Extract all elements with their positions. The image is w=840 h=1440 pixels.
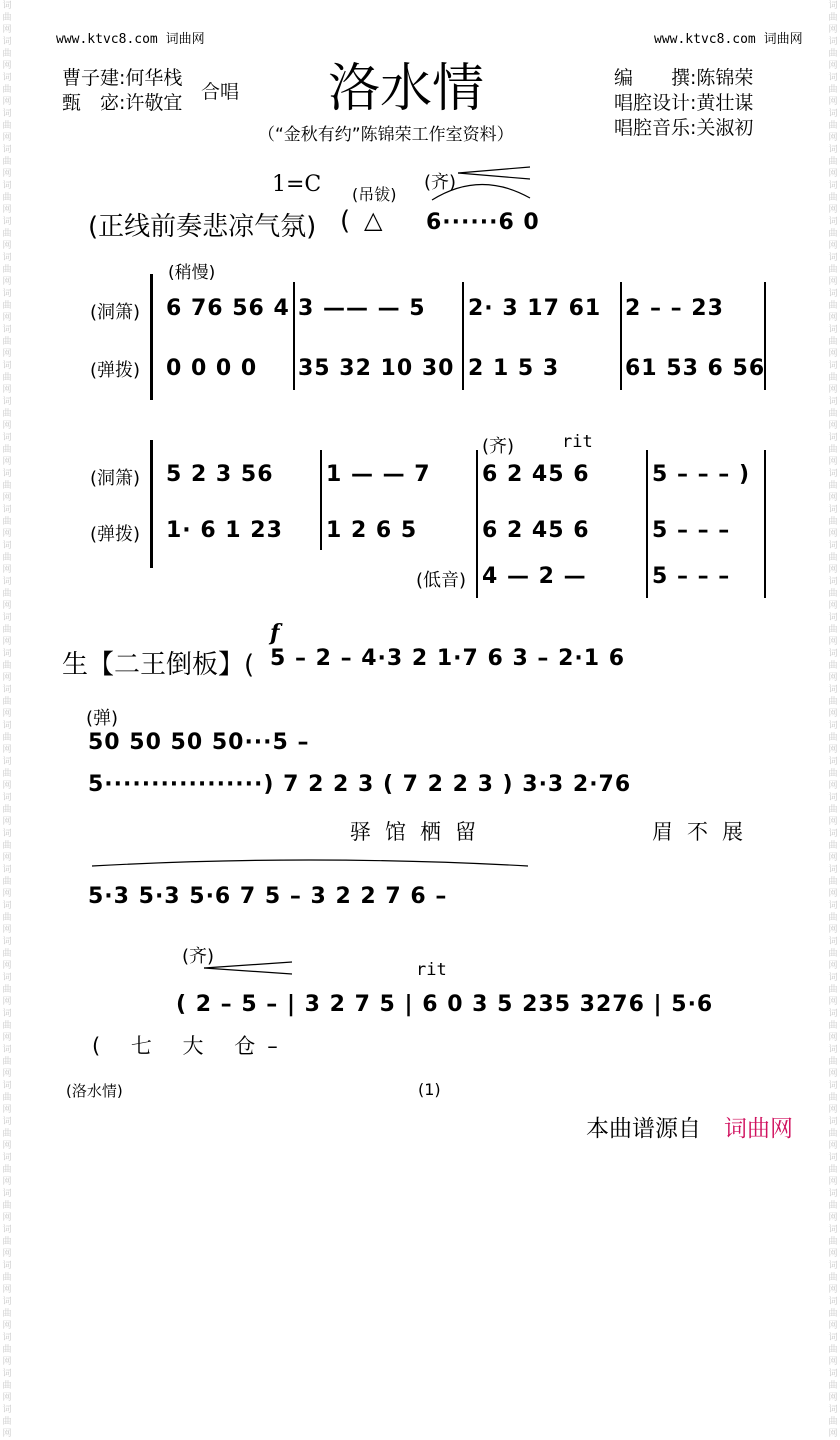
pluck-label: (弹拨) bbox=[90, 360, 141, 381]
notation-line: 5·················) 7 2 2 3 ( 7 2 2 3 ) 3·3 2·76 bbox=[88, 772, 632, 797]
flute-measure: 2· 3 17 61 bbox=[468, 296, 602, 321]
intro-label: (正线前奏悲凉气氛) bbox=[88, 212, 317, 242]
barline bbox=[476, 450, 478, 598]
credit-vocal-design: 唱腔设计:黄壮谋 bbox=[614, 92, 754, 114]
pluck-label: (弹拨) bbox=[90, 524, 141, 545]
pluck-measure: 1 2 6 5 bbox=[326, 518, 418, 543]
dynamic-forte: f bbox=[270, 620, 280, 646]
footer-song: (洛水情) bbox=[66, 1082, 123, 1100]
cast-2: 甄 宓:许敬宜 bbox=[62, 92, 183, 114]
flute-measure: 2 – – 23 bbox=[625, 296, 724, 321]
flute-measure: 1 — — 7 bbox=[326, 462, 431, 487]
page-number: (1) bbox=[418, 1080, 441, 1099]
pluck-measure: 0 0 0 0 bbox=[166, 356, 258, 381]
page-title: 洛水情 bbox=[328, 59, 485, 119]
ritardando-marking: rit bbox=[416, 960, 447, 980]
pluck-measure: 5 – – – bbox=[652, 518, 731, 543]
key-signature: 1=C bbox=[272, 172, 322, 197]
watermark-right: 词曲网 词曲网 词曲网 词曲网 词曲网 词曲网 词曲网 词曲网 词曲网 词曲网 词曲网 词曲网 词曲网 词曲网 词曲网 词曲网 词曲网 词曲网 词曲网 词曲网 词曲网 词曲网 词曲网 词曲网 词曲网 词曲网 词曲网 词曲网 词曲网 词曲网 词曲网 词曲网 词曲网 词曲网 词曲网 词曲网 词曲网 词曲网 词曲网 词曲网 bbox=[828, 1, 838, 1439]
intro-notes: 6······6 0 bbox=[426, 210, 540, 235]
percussion-line: ( 七 大 仓– bbox=[92, 1034, 290, 1058]
crescendo-hairpin bbox=[200, 960, 300, 978]
phrase-slur bbox=[88, 852, 538, 872]
flute-measure: 6 2 45 6 bbox=[482, 462, 590, 487]
flute-measure: 3 —— — 5 bbox=[298, 296, 426, 321]
source-label: 本曲谱源自 bbox=[586, 1116, 701, 1142]
subtitle: （“金秋有约”陈锦荣工作室资料） bbox=[258, 125, 514, 145]
watermark-left: 词曲网 词曲网 词曲网 词曲网 词曲网 词曲网 词曲网 词曲网 词曲网 词曲网 词曲网 词曲网 词曲网 词曲网 词曲网 词曲网 词曲网 词曲网 词曲网 词曲网 词曲网 词曲网 词曲网 词曲网 词曲网 词曲网 词曲网 词曲网 词曲网 词曲网 词曲网 词曲网 词曲网 词曲网 词曲网 词曲网 词曲网 词曲网 词曲网 词曲网 bbox=[2, 1, 12, 1439]
intro-hairpin-slur bbox=[420, 162, 540, 202]
flute-measure: 6 76 56 4 bbox=[166, 296, 290, 321]
lyric: 眉不展 bbox=[652, 820, 757, 844]
flute-label: (洞箫) bbox=[90, 302, 141, 323]
barline bbox=[620, 282, 622, 390]
notation-line: 50 50 50 50···5 – bbox=[88, 730, 310, 755]
strum-label: (弹) bbox=[86, 708, 119, 729]
bass-measure: 4 — 2 — bbox=[482, 564, 587, 589]
together-label: (齐) bbox=[482, 436, 515, 457]
system1-brace bbox=[150, 274, 153, 400]
credit-vocal-music: 唱腔音乐:关淑初 bbox=[614, 117, 754, 139]
credit-editor: 编 撰:陈锦荣 bbox=[614, 67, 754, 89]
barline bbox=[293, 282, 295, 390]
cast-1: 曹子建:何华栈 bbox=[62, 67, 183, 89]
notation-line: 5 – 2 – 4·3 2 1·7 6 3 – 2·1 6 bbox=[270, 646, 626, 671]
together-label: (齐) bbox=[182, 946, 215, 967]
ritardando-marking: rit bbox=[562, 432, 593, 452]
bass-label: (低音) bbox=[416, 570, 467, 591]
pluck-measure: 1· 6 1 23 bbox=[166, 518, 283, 543]
flute-measure: 5 2 3 56 bbox=[166, 462, 274, 487]
bass-measure: 5 – – – bbox=[652, 564, 731, 589]
pluck-measure: 2 1 5 3 bbox=[468, 356, 560, 381]
pluck-measure: 61 53 6 56 bbox=[625, 356, 766, 381]
notation-line: 5·3 5·3 5·6 7 5 – 3 2 2 7 6 – bbox=[88, 884, 448, 909]
barline bbox=[764, 450, 766, 598]
flute-label: (洞箫) bbox=[90, 468, 141, 489]
pluck-measure: 35 32 10 30 bbox=[298, 356, 455, 381]
system2-brace bbox=[150, 440, 153, 568]
brand-link[interactable]: 词曲网 bbox=[724, 1116, 793, 1142]
barline bbox=[462, 282, 464, 390]
barline bbox=[320, 450, 322, 550]
cast-mode: 合唱 bbox=[201, 81, 240, 103]
section-label: 生【二王倒板】( bbox=[62, 650, 255, 680]
flute-measure: 5 – – – ) bbox=[652, 462, 750, 487]
cymbal-label: (吊钹) bbox=[352, 185, 397, 204]
pluck-measure: 6 2 45 6 bbox=[482, 518, 590, 543]
triangle-icon: △ bbox=[364, 206, 383, 234]
lyric: 驿馆栖留 bbox=[350, 820, 490, 844]
together-label: (齐) bbox=[424, 172, 457, 193]
site-url-left[interactable]: www.ktvc8.com 词曲网 bbox=[56, 32, 205, 47]
barline bbox=[646, 450, 648, 598]
notation-line: ( 2 – 5 – | 3 2 7 5 | 6 0 3 5 235 3276 | 5·6 bbox=[176, 992, 714, 1017]
tempo-marking: (稍慢) bbox=[168, 263, 216, 283]
intro-paren: ( bbox=[340, 206, 351, 236]
site-url-right[interactable]: www.ktvc8.com 词曲网 bbox=[654, 32, 803, 47]
